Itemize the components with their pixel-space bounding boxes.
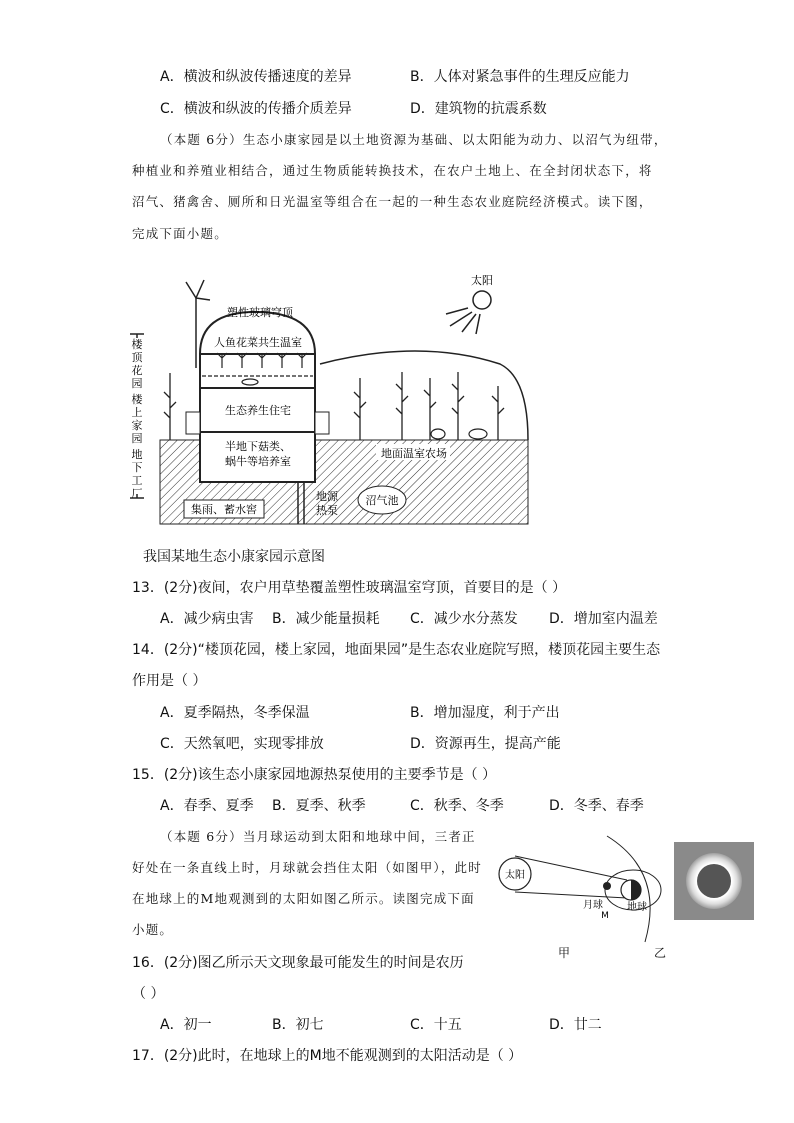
moon-label: 月球: [583, 900, 603, 911]
side-label-char: 园: [131, 377, 143, 390]
passage1-line-3: 沼气、猪禽舍、厕所和日光温室等组合在一起的一种生态农业庭院经济模式。读下图，: [132, 194, 653, 209]
q12-option-d: D．建筑物的抗震系数: [410, 101, 547, 117]
farm-label: 地面温室农场: [381, 447, 447, 460]
moon-disk: [697, 864, 731, 898]
farm-greenhouse-outline: [320, 351, 528, 440]
q12-option-a: A．横波和纵波传播速度的差异: [160, 69, 352, 85]
total-eclipse-photo: [674, 842, 754, 920]
q15-option-b: B．夏季、秋季: [272, 798, 366, 814]
q13-option-b: B．减少能量损耗: [272, 611, 380, 627]
q15-option-a: A．春季、夏季: [160, 798, 254, 814]
q14-stem-line-2: 作用是（ ）: [132, 673, 207, 689]
side-label-char: 顶: [131, 351, 143, 364]
side-label-char: 工: [131, 474, 143, 487]
q14-option-a: A．夏季隔热，冬季保温: [160, 705, 310, 721]
q16-option-b: B．初七: [272, 1017, 324, 1033]
moon-dot: [603, 882, 611, 890]
greenhouse-label: 人鱼花菜共生温室: [214, 336, 302, 349]
livestock-icons: [431, 429, 487, 439]
figure-label-jia: 甲: [558, 946, 571, 960]
q16-stem-line-1: 16．(2分)图乙所示天文现象最可能发生的时间是农历: [132, 955, 464, 971]
q15-option-c: C．秋季、冬季: [410, 798, 504, 814]
q16-option-a: A．初一: [160, 1017, 212, 1033]
q16-option-d: D．廿二: [549, 1017, 602, 1033]
passage1-line-4: 完成下面小题。: [132, 226, 228, 241]
passage2-line-1: （本题 6分）当月球运动到太阳和地球中间，三者正: [160, 829, 476, 844]
side-label-char: 地: [131, 448, 143, 461]
q17-stem: 17．(2分)此时，在地球上的M地不能观测到的太阳活动是（ ）: [132, 1048, 523, 1064]
biogas-label: 沼气池: [365, 494, 399, 507]
figure-label-yi: 乙: [654, 946, 667, 960]
q13-stem: 13．(2分)夜间，农户用草垫覆盖塑性玻璃温室穹顶，首要目的是（ ）: [132, 580, 567, 596]
heatpump-label-1: 地源: [316, 490, 338, 503]
side-label-char: 楼: [131, 393, 143, 406]
side-label-char: 花: [131, 364, 143, 377]
side-label-char: 上: [131, 406, 143, 419]
q13-option-c: C．减少水分蒸发: [410, 611, 518, 627]
side-label-char: 厂: [131, 487, 143, 500]
basement-label-1: 半地下菇类、: [225, 440, 291, 453]
passage2-line-3: 在地球上的M地观测到的太阳如图乙所示。读图完成下面: [132, 891, 475, 906]
q16-stem-line-2: （ ）: [132, 986, 165, 1002]
q15-option-d: D．冬季、春季: [549, 798, 644, 814]
earth-label: 地球: [627, 902, 647, 913]
solar-eclipse-diagram: [495, 832, 675, 962]
left-planter: [186, 412, 200, 434]
rain-cellar-label: 集雨、蓄水窖: [191, 503, 257, 516]
side-label-char: 楼: [131, 338, 143, 351]
passage2-line-2: 好处在一条直线上时，月球就会挡住太阳（如图甲），此时: [132, 860, 482, 875]
basement-label-2: 蜗牛等培养室: [225, 455, 291, 468]
q12-option-b: B．人体对紧急事件的生理反应能力: [410, 69, 630, 85]
q13-option-d: D．增加室内温差: [549, 611, 658, 627]
m-label: M: [601, 911, 609, 921]
sun-label: 太阳: [505, 870, 525, 881]
passage1-line-2: 种植业和养殖业相结合，通过生物质能转换技术，在农户土地上、在全封闭状态下，将: [132, 163, 653, 178]
q14-option-d: D．资源再生，提高产能: [410, 736, 561, 752]
passage2-line-4: 小题。: [132, 922, 174, 937]
right-planter: [315, 412, 329, 434]
q14-option-c: C．天然氧吧，实现零排放: [160, 736, 324, 752]
q14-stem-line-1: 14．(2分)“楼顶花园，楼上家园，地面果园”是生态农业庭院写照，楼顶花园主要生态: [132, 642, 661, 658]
residence-label: 生态养生住宅: [225, 404, 291, 417]
sun-label: 太阳: [471, 274, 493, 287]
dome-label: 塑性玻璃穹顶: [227, 306, 293, 319]
sun-icon: [446, 291, 491, 334]
side-label-char: 家: [131, 419, 143, 432]
q14-option-b: B．增加湿度，利于产出: [410, 705, 560, 721]
q12-option-c: C．横波和纵波的传播介质差异: [160, 101, 352, 117]
q13-option-a: A．减少病虫害: [160, 611, 254, 627]
side-label: [130, 337, 144, 500]
passage1-line-1: （本题 6分）生态小康家园是以土地资源为基础、以太阳能为动力、以沼气为纽带，: [160, 132, 668, 147]
side-label-char: 园: [131, 432, 143, 445]
heatpump-label-2: 热泵: [316, 504, 338, 517]
figure1-caption: 我国某地生态小康家园示意图: [143, 549, 325, 565]
side-label-char: 下: [131, 461, 143, 474]
q15-stem: 15．(2分)该生态小康家园地源热泵使用的主要季节是（ ）: [132, 767, 497, 783]
q16-option-c: C．十五: [410, 1017, 462, 1033]
eco-home-diagram: [120, 268, 540, 530]
